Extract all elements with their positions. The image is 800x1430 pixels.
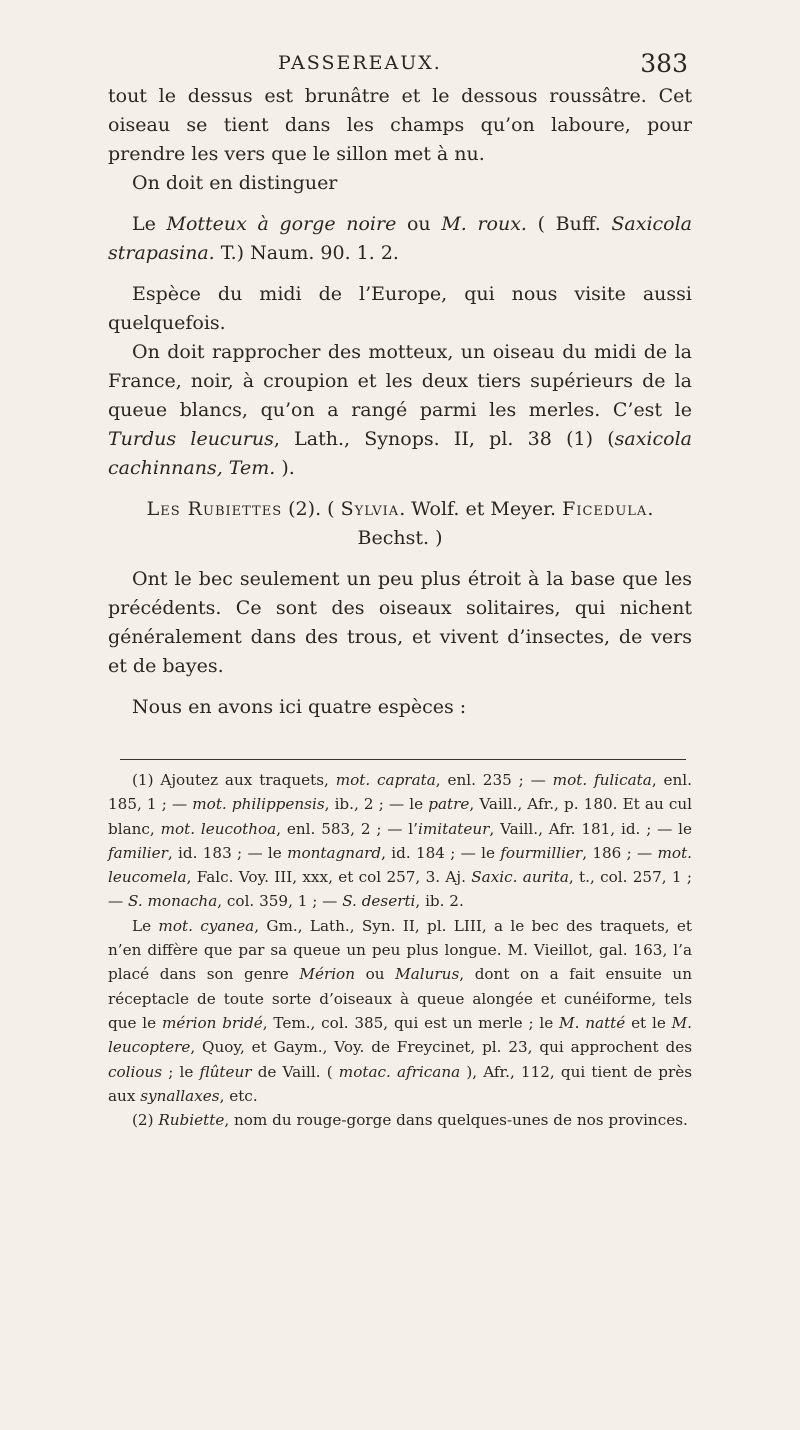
footnote-1: (1) Ajoutez aux traquets, mot. caprata, enl. 235 ; — mot. fulicata, enl. 185, 1 ; — mot. philippensis, ib., 2 ; — le patre, Vaill., Afr., p. 180. Et au cul blanc, mot. leucothoa, enl. 583, 2 ; — l’imitateur, Vaill., Afr. 181, id. ; — le familier, id. 183 ; — le montagnard, id. 184 ; — le fourmillier, 186 ; — mot. leucomela, Falc. Voy. III, xxx, et col 257, 3. Aj. Saxic. aurita, t., col. 257, 1 ; — S. monacha, col. 359, 1 ; — S. deserti, ib. 2. (108, 771, 693, 911)
paragraph-2: On doit en distinguer (132, 172, 338, 194)
footnote-2: (2) Rubiette, nom du rouge-gorge dans quelques-unes de nos provinces. (132, 1111, 688, 1130)
footnote-1-continued: Le mot. cyanea, Gm., Lath., Syn. II, pl. LIII, a le bec des traquets, et n’en diffère que par sa queue un peu plus longue. M. Vieillot, gal. 163, l’a placé dans son genre Mérion ou Malurus, dont on a fait ensuite un réceptacle de toute sorte d’oiseaux à queue alongée et cunéiforme, tels que le mérion bridé, Tem., col. 385, qui est un merle ; le M. natté et le M. leucoptere, Quoy, et Gaym., Voy. de Freycinet, pl. 23, qui approchent des colious ; le flûteur de Vaill. ( motac. africana ), Afr., 112, qui tient de près aux synallaxes, etc. (108, 916, 693, 1105)
page-number: 383 (640, 49, 688, 78)
paragraph-7: Nous en avons ici quatre espèces : (132, 696, 467, 718)
section-heading: Les Rubiettes (2). ( Sylvia. Wolf. et Meyer. Ficedula. Bechst. ) (146, 498, 654, 549)
paragraph-6: Ont le bec seulement un peu plus étroit à la base que les précédents. Ce sont des oiseaux solitaires, qui nichent généralement dans des trous, et vivent d’insectes, de vers et de bayes. (108, 568, 692, 677)
paragraph-4: Espèce du midi de l’Europe, qui nous visite aussi quelquefois. (108, 283, 692, 334)
footnote-divider (120, 759, 686, 760)
footnotes (108, 768, 692, 1132)
paragraph-5: On doit rapprocher des motteux, un oiseau du midi de la France, noir, à croupion et les deux tiers supérieurs de la queue blancs, qu’on a rangé parmi les merles. C’est le Turdus leucurus, Lath., Synops. II, pl. 38 (1) (saxicola cachinnans, Tem. ). (108, 341, 692, 479)
paragraph-1: tout le dessus est brunâtre et le dessous roussâtre. Cet oiseau se tient dans les champs qu’on laboure, pour prendre les vers que le sillon met à nu. (108, 85, 692, 165)
species-name: Motteux à gorge noire (166, 213, 397, 235)
main-text (108, 82, 692, 722)
running-head: PASSEREAUX. (278, 52, 442, 74)
paragraph-3: Le Motteux à gorge noire ou M. roux. ( Buff. Saxicola strapasina. T.) Naum. 90. 1. 2. (108, 213, 693, 264)
